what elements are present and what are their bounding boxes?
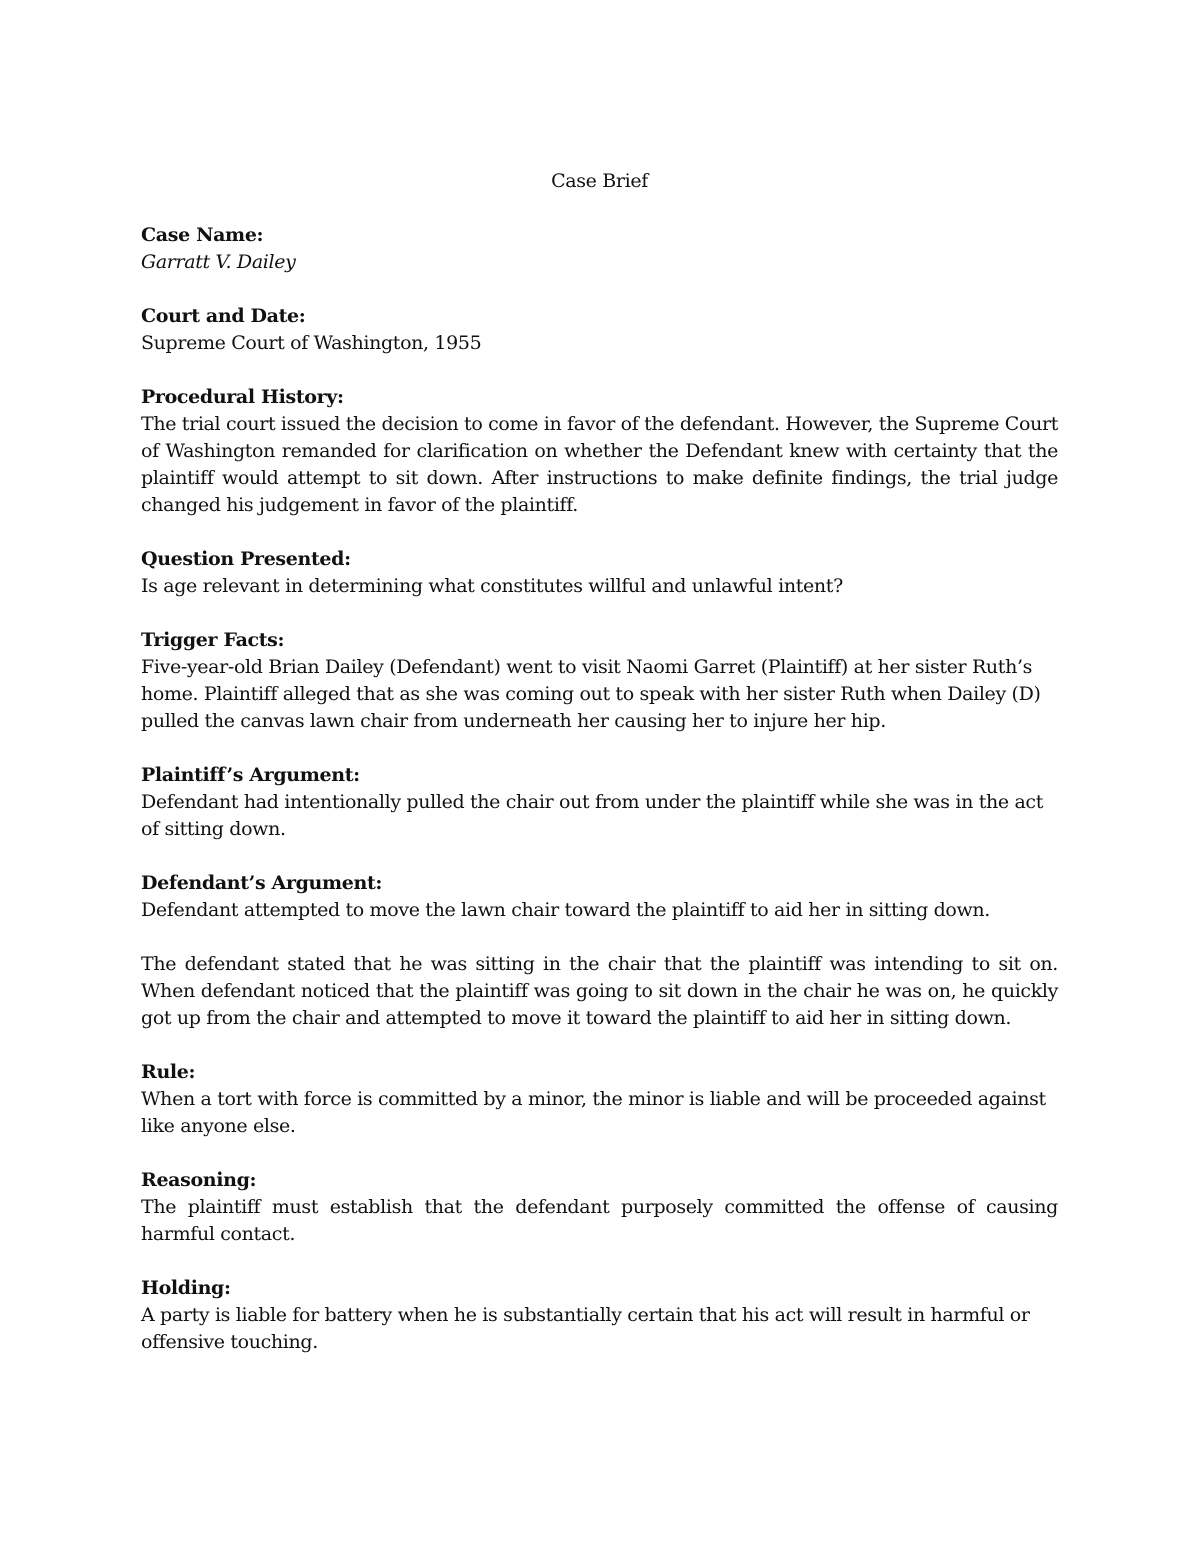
question-presented-text: Is age relevant in determining what constitutes willful and unlawful intent? xyxy=(141,575,843,597)
section-reasoning xyxy=(141,1167,1058,1248)
court-date-text: Supreme Court of Washington, 1955 xyxy=(141,332,482,354)
section-procedural-history xyxy=(141,384,1058,519)
court-date-heading: Court and Date: xyxy=(141,305,306,327)
case-name-text: Garratt V. Dailey xyxy=(141,251,296,273)
section-trigger-facts xyxy=(141,627,1058,735)
section-court-date xyxy=(141,303,1058,357)
section-case-name xyxy=(141,222,1058,276)
section-defendant-argument xyxy=(141,870,1058,1032)
holding-text: A party is liable for battery when he is substantially certain that his act will result in harmful or offensive touching. xyxy=(141,1304,1030,1353)
procedural-history-text: The trial court issued the decision to come in favor of the defendant. However, the Supreme Court of Washington remanded for clarification on whether the Defendant knew with certainty that the plaintiff would attempt to sit down. After instructions to make definite findings, the trial judge changed his judgement in favor of the plaintiff. xyxy=(141,413,1058,516)
defendant-argument-heading: Defendant’s Argument: xyxy=(141,872,383,894)
plaintiff-argument-heading: Plaintiff’s Argument: xyxy=(141,764,360,786)
rule-heading: Rule: xyxy=(141,1061,196,1083)
section-holding xyxy=(141,1275,1058,1356)
plaintiff-argument-text: Defendant had intentionally pulled the chair out from under the plaintiff while she was in the act of sitting down. xyxy=(141,791,1044,840)
procedural-history-heading: Procedural History: xyxy=(141,386,344,408)
section-question-presented xyxy=(141,546,1058,600)
question-presented-heading: Question Presented: xyxy=(141,548,351,570)
defendant-argument-text-2: The defendant stated that he was sitting in the chair that the plaintiff was intending to sit on. When defendant noticed that the plaintiff was going to sit down in the chair he was on, he quickly got up from the chair and attempted to move it toward the plaintiff to aid her in sitting down. xyxy=(141,953,1058,1029)
section-plaintiff-argument xyxy=(141,762,1058,843)
reasoning-heading: Reasoning: xyxy=(141,1169,257,1191)
trigger-facts-heading: Trigger Facts: xyxy=(141,629,285,651)
reasoning-text: The plaintiff must establish that the defendant purposely committed the offense of causing harmful contact. xyxy=(141,1196,1058,1245)
document-title: Case Brief xyxy=(551,170,648,192)
document-body xyxy=(141,168,1058,1383)
section-rule xyxy=(141,1059,1058,1140)
rule-text: When a tort with force is committed by a minor, the minor is liable and will be proceeded against like anyone else. xyxy=(141,1088,1046,1137)
holding-heading: Holding: xyxy=(141,1277,231,1299)
defendant-argument-text: Defendant attempted to move the lawn chair toward the plaintiff to aid her in sitting down. xyxy=(141,899,990,921)
trigger-facts-text: Five-year-old Brian Dailey (Defendant) went to visit Naomi Garret (Plaintiff) at her sister Ruth’s home. Plaintiff alleged that as she was coming out to speak with her sister Ruth when Dailey (D) pulled the canvas lawn chair from underneath her causing her to injure her hip. xyxy=(141,656,1041,732)
case-name-heading: Case Name: xyxy=(141,224,264,246)
